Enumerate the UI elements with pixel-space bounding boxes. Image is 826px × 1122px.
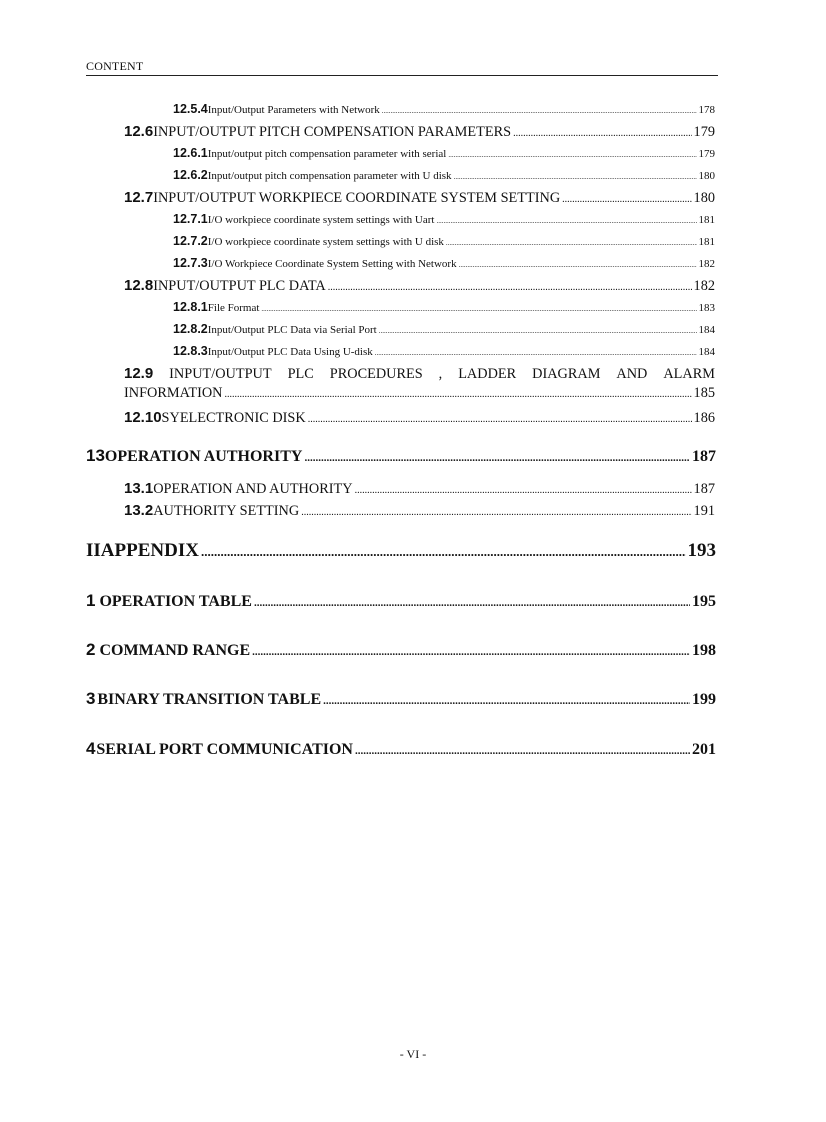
toc-title: Input/output pitch compensation parameter with U disk xyxy=(207,170,452,182)
toc-page-number: 180 xyxy=(698,170,715,182)
toc-page-number: 187 xyxy=(692,448,716,465)
toc-number: 12.7.2 xyxy=(173,234,208,248)
toc-title: OPERATION TABLE xyxy=(99,593,252,610)
toc-number: 13 xyxy=(86,446,105,465)
toc-leader-dots xyxy=(379,327,697,335)
toc-title-word: INPUT/OUTPUT xyxy=(169,366,272,382)
toc-leader-dots xyxy=(448,151,696,159)
toc-number: 12.8.3 xyxy=(173,344,208,358)
toc-number: 12.5.4 xyxy=(173,102,208,116)
toc-entry-appendix[interactable] xyxy=(86,540,716,562)
page-number-label: - VI - xyxy=(399,1047,427,1061)
toc-number: II xyxy=(86,540,101,561)
toc-page-number: 183 xyxy=(698,302,715,314)
toc-leader-dots xyxy=(355,485,692,496)
header-title: CONTENT xyxy=(86,59,144,73)
toc-number: 12.6.1 xyxy=(173,146,208,160)
toc-number: 12.7.3 xyxy=(173,256,208,270)
toc-entry-12-6[interactable] xyxy=(124,123,715,141)
toc-number: 12.8 xyxy=(124,277,154,294)
toc-title: INPUT/OUTPUT PLC DATA xyxy=(153,278,326,294)
toc-page-number: 181 xyxy=(698,236,715,248)
toc-entry-12-7[interactable] xyxy=(124,189,715,207)
toc-title: Input/Output PLC Data Using U-disk xyxy=(207,346,373,358)
toc-number: 12.8.2 xyxy=(173,322,208,336)
toc-leader-dots xyxy=(254,597,690,609)
toc-leader-dots xyxy=(436,217,696,225)
toc-page-number: 184 xyxy=(698,346,715,358)
toc-entry-12-6-2[interactable] xyxy=(173,168,715,182)
toc-number: 1 xyxy=(86,591,96,610)
toc-number: 4 xyxy=(86,739,96,758)
toc-entry-appendix-3[interactable] xyxy=(86,689,716,709)
toc-leader-dots xyxy=(513,128,691,139)
toc-page-number: 178 xyxy=(698,104,715,116)
toc-page-number: 184 xyxy=(698,324,715,336)
page-header xyxy=(86,59,718,76)
toc-title-line-1 xyxy=(124,365,715,383)
toc-entry-12-9[interactable] xyxy=(124,365,715,402)
toc-entry-12-7-1[interactable] xyxy=(173,212,715,226)
toc-title: INPUT/OUTPUT PITCH COMPENSATION PARAMETERS xyxy=(153,124,512,140)
toc-leader-dots xyxy=(328,282,692,293)
toc-entry-appendix-4[interactable] xyxy=(86,739,716,759)
toc-page-number: 187 xyxy=(693,481,715,497)
toc-title: I/O workpiece coordinate system settings with U disk xyxy=(207,236,444,248)
toc-entry-appendix-2[interactable] xyxy=(86,640,716,660)
toc-page-number: 198 xyxy=(692,642,716,659)
toc-number: 12.10 xyxy=(124,409,162,426)
toc-entry-12-8-2[interactable] xyxy=(173,322,715,336)
toc-entry-13[interactable] xyxy=(86,446,716,466)
toc-title: OPERATION AUTHORITY xyxy=(104,448,303,465)
toc-title: INFORMATION xyxy=(124,385,223,401)
toc-leader-dots xyxy=(301,507,691,518)
toc-entry-12-6-1[interactable] xyxy=(173,146,715,160)
toc-title-word: PLC xyxy=(287,366,314,382)
toc-entry-appendix-1[interactable] xyxy=(86,591,716,611)
toc-number: 12.9 xyxy=(124,365,154,382)
toc-page-number: 182 xyxy=(698,258,715,270)
toc-title: SERIAL PORT COMMUNICATION xyxy=(96,741,353,758)
toc-leader-dots xyxy=(308,414,692,425)
toc-page-number: 191 xyxy=(693,503,715,519)
toc-page-number: 199 xyxy=(692,691,716,708)
toc-page-number: 182 xyxy=(693,278,715,294)
toc-title-word: AND xyxy=(616,366,648,382)
toc-leader-dots xyxy=(459,261,697,269)
toc-title: Input/Output Parameters with Network xyxy=(207,104,380,116)
toc-entry-12-8[interactable] xyxy=(124,277,715,295)
toc-leader-dots xyxy=(323,695,690,707)
toc-number: 13.1 xyxy=(124,480,154,497)
toc-title: AUTHORITY SETTING xyxy=(153,503,300,519)
toc-entry-13-1[interactable] xyxy=(124,480,715,498)
toc-title: I/O Workpiece Coordinate System Setting with Network xyxy=(207,258,457,270)
toc-title: APPENDIX xyxy=(100,540,199,561)
toc-number: 3 xyxy=(86,689,96,708)
toc-page-number: 193 xyxy=(687,540,716,561)
toc-entry-12-7-3[interactable] xyxy=(173,256,715,270)
toc-page-number: 195 xyxy=(692,593,716,610)
toc-title-word: DIAGRAM xyxy=(532,366,601,382)
toc-leader-dots xyxy=(201,544,686,560)
toc-page-number: 179 xyxy=(698,148,715,160)
toc-leader-dots xyxy=(252,646,690,658)
toc-leader-dots xyxy=(382,107,697,115)
toc-title: SYELECTRONIC DISK xyxy=(161,410,306,426)
toc-title-word: , xyxy=(438,366,443,382)
toc-page-number: 201 xyxy=(692,741,716,758)
toc-leader-dots xyxy=(355,745,690,757)
toc-number: 12.7 xyxy=(124,189,154,206)
toc-title-word: ALARM xyxy=(663,366,715,382)
toc-page-number: 179 xyxy=(693,124,715,140)
toc-number: 12.7.1 xyxy=(173,212,208,226)
toc-entry-12-5-4[interactable] xyxy=(173,102,715,116)
toc-title: OPERATION AND AUTHORITY xyxy=(153,481,353,497)
toc-leader-dots xyxy=(261,305,696,313)
toc-entry-12-10[interactable] xyxy=(124,409,715,427)
toc-title: BINARY TRANSITION TABLE xyxy=(97,691,322,708)
toc-leader-dots xyxy=(225,389,692,400)
toc-entry-13-2[interactable] xyxy=(124,502,715,520)
toc-title-word: LADDER xyxy=(458,366,517,382)
toc-page-number: 186 xyxy=(693,410,715,426)
toc-title: Input/output pitch compensation parameter with serial xyxy=(207,148,447,160)
toc-number: 12.6.2 xyxy=(173,168,208,182)
toc-entry-12-8-1[interactable] xyxy=(173,300,715,314)
toc-page-number: 181 xyxy=(698,214,715,226)
toc-title-word: PROCEDURES xyxy=(329,366,423,382)
toc-page-number: 185 xyxy=(693,385,715,401)
toc-leader-dots xyxy=(304,452,690,464)
toc-number: 13.2 xyxy=(124,502,154,519)
toc-title: COMMAND RANGE xyxy=(99,642,251,659)
toc-leader-dots xyxy=(375,349,697,357)
toc-page-number: 180 xyxy=(693,190,715,206)
toc-entry-12-7-2[interactable] xyxy=(173,234,715,248)
toc-leader-dots xyxy=(562,194,691,205)
toc-leader-dots xyxy=(454,173,697,181)
toc-title: File Format xyxy=(207,302,260,314)
page-footer xyxy=(0,1047,826,1062)
toc-entry-12-8-3[interactable] xyxy=(173,344,715,358)
toc-number: 12.6 xyxy=(124,123,154,140)
toc-title: I/O workpiece coordinate system settings with Uart xyxy=(207,214,435,226)
toc-leader-dots xyxy=(446,239,697,247)
toc-number: 12.8.1 xyxy=(173,300,208,314)
toc-title-line-2 xyxy=(124,385,715,402)
toc-title: INPUT/OUTPUT WORKPIECE COORDINATE SYSTEM SETTING xyxy=(153,190,561,206)
toc-number: 2 xyxy=(86,640,96,659)
toc-title: Input/Output PLC Data via Serial Port xyxy=(207,324,377,336)
